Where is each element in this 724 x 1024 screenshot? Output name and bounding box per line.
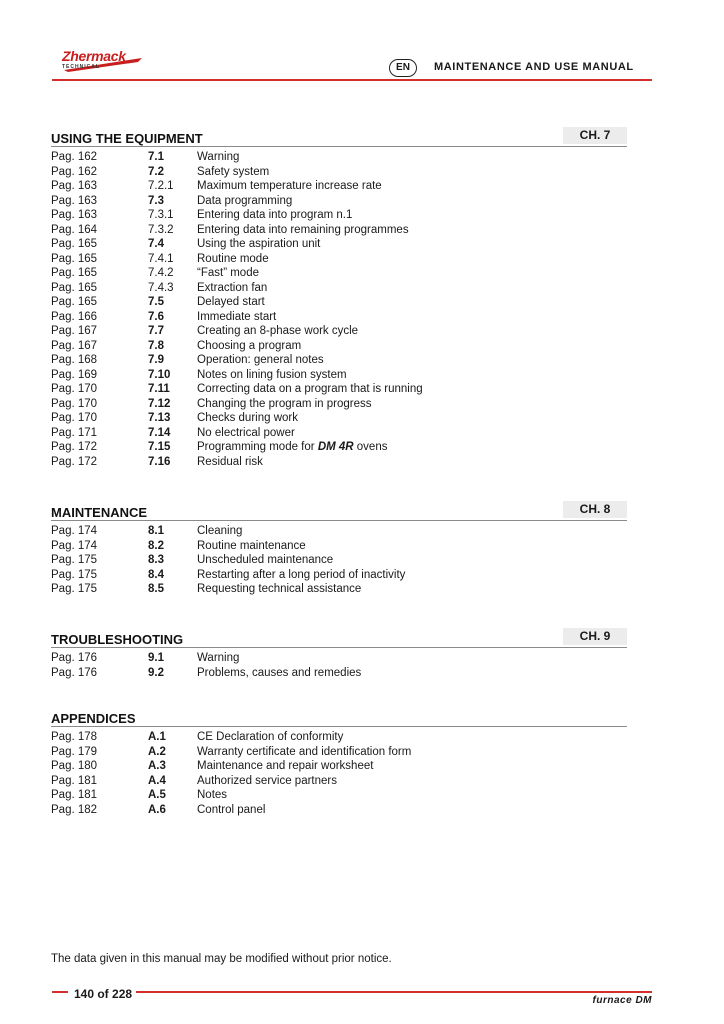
toc-page-ref: Pag. 172: [51, 441, 98, 453]
toc-page-ref: Pag. 174: [51, 525, 98, 537]
section-maintenance: [51, 504, 627, 597]
toc-section-number: 8.4: [148, 568, 164, 581]
toc-entry-title: Notes: [197, 789, 228, 801]
toc-entry-title: Entering data into remaining programmes: [197, 223, 409, 236]
toc-entry: [51, 368, 627, 383]
section-troubleshooting: [51, 631, 627, 680]
toc-entry: [51, 524, 627, 539]
toc-section-number: 7.4.2: [148, 267, 174, 279]
toc-section-number: 8.5: [148, 583, 164, 595]
language-badge: EN: [389, 59, 417, 77]
logo-subtitle: TECHNICAL: [62, 64, 100, 70]
toc-entry: [51, 223, 627, 238]
toc-page-ref: Pag. 174: [51, 539, 98, 552]
chapter-badge: CH. 9: [563, 628, 627, 645]
toc-entry-title: Correcting data on a program that is running: [197, 383, 423, 395]
toc-entry: [51, 745, 627, 760]
toc-page-ref: Pag. 182: [51, 803, 98, 816]
toc-entry-emphasis: DM 4R: [317, 441, 354, 453]
toc-entry-title: Choosing a program: [197, 339, 302, 352]
section-divider: [51, 146, 627, 147]
toc-entry-title: Maximum temperature increase rate: [197, 180, 382, 192]
toc-entry: [51, 281, 627, 296]
section-divider: [51, 520, 627, 521]
toc-page-ref: Pag. 165: [51, 252, 98, 265]
section-using-the-equipment: [51, 130, 627, 469]
toc-entry-title: Operation: general notes: [197, 354, 324, 366]
toc-entry: [51, 411, 627, 426]
toc-section-number: 7.4.3: [148, 281, 174, 294]
toc-entry: [51, 397, 627, 412]
toc-entry-title: Problems, causes and remedies: [197, 666, 362, 679]
toc-section-number: 9.2: [148, 666, 164, 679]
toc-entry-title: Using the aspiration unit: [197, 238, 321, 250]
toc-entry: [51, 440, 627, 455]
toc-entry-title-text: Programming mode for: [197, 441, 315, 453]
toc-section-number: 7.14: [148, 426, 171, 439]
toc-entry-title: Restarting after a long period of inactivity: [197, 568, 406, 581]
toc-page-ref: Pag. 162: [51, 165, 98, 178]
toc-page-ref: Pag. 168: [51, 354, 98, 366]
toc-entry: [51, 651, 627, 666]
section-title: TROUBLESHOOTING: [51, 632, 184, 647]
toc-section-number: A.3: [148, 760, 166, 772]
toc-entry-title: Notes on lining fusion system: [197, 368, 347, 381]
toc-page-ref: Pag. 165: [51, 281, 98, 294]
toc-section-number: 9.1: [148, 652, 164, 664]
footer-divider-right: [136, 991, 652, 993]
toc-page-ref: Pag. 172: [51, 455, 98, 468]
toc-entry: [51, 774, 627, 789]
toc-page-ref: Pag. 179: [51, 745, 98, 758]
toc-section-number: A.6: [148, 803, 166, 816]
toc-entry-title: Data programming: [197, 194, 293, 207]
toc-entry-title: Cleaning: [197, 525, 243, 537]
section-divider: [51, 726, 627, 727]
toc-entry-title: Entering data into program n.1: [197, 209, 353, 221]
toc-page-ref: Pag. 176: [51, 652, 98, 664]
section-header: [51, 710, 627, 726]
toc-section-number: 7.2: [148, 165, 164, 178]
toc-page-ref: Pag. 181: [51, 774, 98, 787]
toc-entry: [51, 568, 627, 583]
toc-entry: [51, 339, 627, 354]
toc-section-number: A.2: [148, 745, 166, 758]
toc-section-number: 7.4.1: [148, 252, 174, 265]
toc-entry: [51, 582, 627, 597]
toc-section-number: 7.3.2: [148, 223, 174, 236]
toc-list: [51, 524, 627, 597]
toc-entry: [51, 165, 627, 180]
toc-section-number: A.4: [148, 774, 166, 787]
toc-entry-title: Warranty certificate and identification form: [197, 745, 412, 758]
toc-entry-title: Immediate start: [197, 310, 277, 323]
toc-page-ref: Pag. 165: [51, 296, 98, 308]
product-name: furnace DM: [592, 995, 652, 1006]
toc-list: [51, 651, 627, 680]
toc-section-number: 7.8: [148, 339, 164, 352]
logo-brand: Zhermack: [62, 48, 126, 64]
toc-entry-title: Extraction fan: [197, 281, 268, 294]
section-title: APPENDICES: [51, 711, 136, 726]
toc-section-number: 8.2: [148, 539, 164, 552]
toc-entry: [51, 179, 627, 194]
toc-entry: [51, 455, 627, 470]
toc-section-number: 7.13: [148, 412, 171, 424]
toc-section-number: 8.3: [148, 554, 164, 566]
toc-entry: [51, 324, 627, 339]
toc-page-ref: Pag. 163: [51, 194, 98, 207]
section-title: MAINTENANCE: [51, 505, 148, 520]
toc-entry-title: Changing the program in progress: [197, 397, 372, 410]
header-divider: [52, 79, 652, 81]
toc-page-ref: Pag. 164: [51, 223, 98, 236]
toc-page-ref: Pag. 167: [51, 339, 98, 352]
footer-divider-left: [52, 991, 68, 993]
toc-entry-title: Routine mode: [197, 252, 269, 265]
toc-page-ref: Pag. 162: [51, 151, 98, 163]
toc-section-number: 7.16: [148, 455, 171, 468]
toc-page-ref: Pag. 169: [51, 368, 98, 381]
toc-page-ref: Pag. 175: [51, 554, 98, 566]
toc-entry: [51, 730, 627, 745]
chapter-badge: CH. 8: [563, 501, 627, 518]
toc-entry-title: Checks during work: [197, 412, 298, 424]
toc-entry: [51, 252, 627, 267]
toc-page-ref: Pag. 170: [51, 383, 98, 395]
toc-page-ref: Pag. 175: [51, 583, 98, 595]
toc-entry-title: Maintenance and repair worksheet: [197, 760, 374, 772]
toc-entry: [51, 666, 627, 681]
toc-entry: [51, 426, 627, 441]
toc-entry-title: Warning: [197, 652, 240, 664]
toc-entry: [51, 539, 627, 554]
toc-entry-title: Delayed start: [197, 296, 265, 308]
toc-entry: [51, 295, 627, 310]
toc-page-ref: Pag. 170: [51, 412, 98, 424]
zhermack-logo: [58, 48, 148, 76]
toc-section-number: 7.11: [148, 383, 170, 395]
toc-section-number: 7.9: [148, 354, 164, 366]
section-divider: [51, 647, 627, 648]
section-header: [51, 130, 627, 146]
toc-page-ref: Pag. 163: [51, 180, 98, 192]
toc-section-number: A.5: [148, 789, 166, 801]
toc-page-ref: Pag. 175: [51, 568, 98, 581]
toc-section-number: 7.1: [148, 151, 164, 163]
toc-section-number: 7.6: [148, 310, 164, 323]
section-title: USING THE EQUIPMENT: [51, 131, 203, 146]
toc-section-number: 7.7: [148, 325, 164, 337]
toc-entry: [51, 208, 627, 223]
toc-section-number: 7.4: [148, 238, 164, 250]
toc-entry-title-suffix: ovens: [353, 441, 388, 453]
toc-entry: [51, 353, 627, 368]
toc-entry-title: Warning: [197, 151, 240, 163]
toc-entry-title: Residual risk: [197, 455, 263, 468]
toc-entry: [51, 310, 627, 325]
toc-entry-title: Requesting technical assistance: [197, 583, 362, 595]
toc-entry: [51, 803, 627, 818]
toc-page-ref: Pag. 167: [51, 325, 98, 337]
toc-section-number: 8.1: [148, 525, 164, 537]
toc-list: [51, 150, 627, 469]
toc-page-ref: Pag. 181: [51, 789, 98, 801]
toc-page-ref: Pag. 163: [51, 209, 98, 221]
toc-entry: [51, 788, 627, 803]
toc-entry-title: Authorized service partners: [197, 774, 337, 787]
toc-section-number: 7.2.1: [148, 180, 174, 192]
toc-entry: [51, 553, 627, 568]
toc-section-number: 7.3: [148, 194, 164, 207]
toc-page-ref: Pag. 166: [51, 310, 98, 323]
toc-entry-title: Safety system: [197, 165, 270, 178]
toc-entry-title: No electrical power: [197, 426, 295, 439]
toc-entry: [51, 194, 627, 209]
toc-entry-title: Unscheduled maintenance: [197, 554, 334, 566]
toc-entry-title: Creating an 8-phase work cycle: [197, 325, 359, 337]
toc-page-ref: Pag. 180: [51, 760, 98, 772]
section-header: [51, 631, 627, 647]
toc-entry: [51, 266, 627, 281]
toc-entry: [51, 237, 627, 252]
chapter-badge: CH. 7: [563, 127, 627, 144]
toc-page-ref: Pag. 171: [51, 426, 98, 439]
toc-page-ref: Pag. 170: [51, 397, 98, 410]
toc-entry-title: Routine maintenance: [197, 539, 306, 552]
toc-list: [51, 730, 627, 817]
toc-entry: [51, 382, 627, 397]
toc-page-ref: Pag. 165: [51, 238, 98, 250]
page-number: 140 of 228: [74, 987, 133, 1001]
toc-section-number: A.1: [148, 731, 166, 743]
toc-entry: [51, 759, 627, 774]
toc-entry-title: [197, 440, 387, 455]
section-header: [51, 504, 627, 520]
toc-section-number: 7.12: [148, 397, 171, 410]
toc-page-ref: Pag. 178: [51, 731, 98, 743]
toc-entry-title: Control panel: [197, 803, 266, 816]
toc-section-number: 7.10: [148, 368, 171, 381]
toc-entry: [51, 150, 627, 165]
toc-section-number: 7.5: [148, 296, 164, 308]
section-appendices: [51, 710, 627, 817]
manual-title: MAINTENANCE AND USE MANUAL: [434, 61, 634, 73]
disclaimer-note: The data given in this manual may be modified without prior notice.: [51, 953, 392, 965]
toc-entry-title: “Fast” mode: [197, 267, 259, 279]
toc-page-ref: Pag. 165: [51, 267, 98, 279]
toc-entry-title: CE Declaration of conformity: [197, 731, 344, 743]
toc-section-number: 7.15: [148, 441, 171, 453]
toc-section-number: 7.3.1: [148, 209, 174, 221]
toc-page-ref: Pag. 176: [51, 666, 98, 679]
